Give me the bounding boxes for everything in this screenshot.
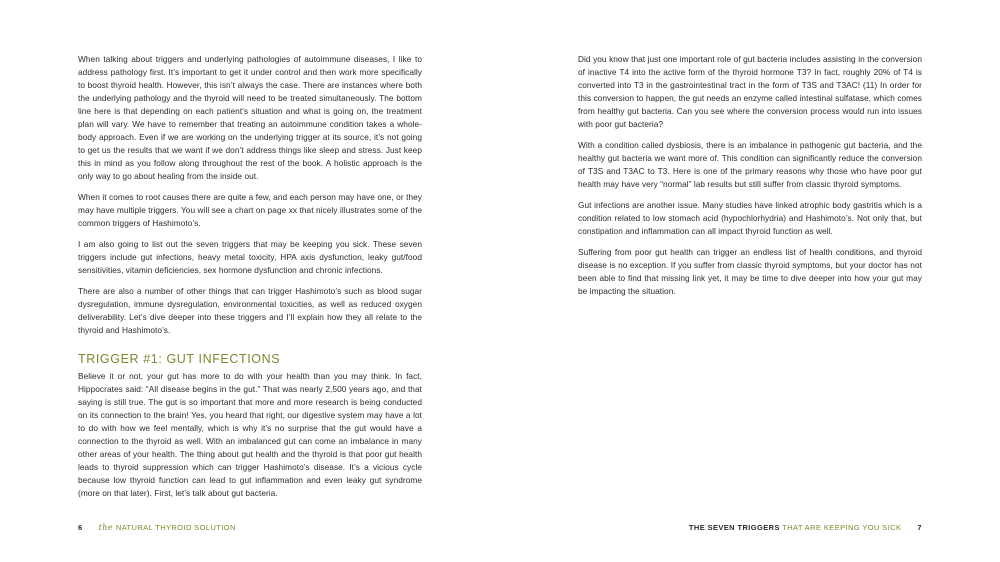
book-title-text: NATURAL THYROID SOLUTION [115, 523, 236, 532]
section-heading: TRIGGER #1: GUT INFECTIONS [78, 352, 281, 366]
left-text-column [78, 53, 422, 508]
chapter-title-rest: THAT ARE KEEPING YOU SICK [782, 523, 902, 532]
right-text-column [578, 53, 922, 306]
right-page [500, 0, 1000, 562]
paragraph: Did you know that just one important role of gut bacteria includes assisting in the conversion of inactive T4 into the active form of the thyroid hormone T3? In fact, roughly 20% of T4 is converted into T3 in the gastrointestinal tract in the form of T3S and T3AC! (11) In order for this conversion to happen, the gut needs an enzyme called intestinal sulfatase, which comes from healthy gut bacteria. Can you see where the conversion process would run into issues with poor gut bacteria? [578, 54, 923, 129]
paragraph: With a condition called dysbiosis, there is an imbalance in pathogenic gut bacteria, and the healthy gut bacteria we want more of. This condition can significantly reduce the conversion of T3S and T3AC to T3. Here is one of the primary reasons why those who have poor gut health may have very “normal” lab results but still suffer from classic thyroid symptoms. [578, 140, 922, 189]
paragraph: Gut infections are another issue. Many studies have linked atrophic body gastritis which is a condition related to low stomach acid (hypochlorhydria) and Hashimoto’s. Not only that, but constipation and inflammation can all impact thyroid function as well. [578, 200, 922, 236]
paragraph: When it comes to root causes there are quite a few, and each person may have one, or they may have multiple triggers. You will see a chart on page xx that nicely illustrates some of the common triggers of Hashimoto’s. [78, 192, 422, 228]
book-title-prefix: the [98, 523, 113, 532]
page-number: 6 [78, 523, 83, 532]
chapter-title-strong: THE SEVEN TRIGGERS [688, 523, 780, 532]
left-page-footer [78, 522, 236, 534]
paragraph: When talking about triggers and underlying pathologies of autoimmune diseases, I like to address pathology first. It’s important to get it under control and then work more specifically to boost thyroid health. However, this isn’t always the case. There are instances where both the underlying pathology and the thyroid will need to be treated simultaneously. The bottom line here is that depending on each patient’s situation and what is going on, the treatment plan will vary. We have to remember that treating an autoimmune condition takes a whole-body approach. Even if we are working on the underlying trigger at its source, it’s not going to get us the results that we want if we don’t address things like sleep and stress. Just keep this in mind as you follow along throughout the rest of the book. A holistic approach is the only way to go about healing from the inside out. [78, 54, 422, 181]
paragraph: Believe it or not, your gut has more to do with your health than you may think. In fact, Hippocrates said: “All disease begins in the gut.” That was nearly 2,500 years ago, and that saying is still true. The gut is so important that more and more research is being conducted on its connection to the brain! Yes, you heard that right, our digestive system may have a lot to do with how we feel mentally, which is why it’s no surprise that the gut would have a connection to the thyroid as well. With an imbalanced gut can come an imbalance in many other areas of your health. The thing about gut health and the thyroid is that poor gut health leads to thyroid suppression which can trigger Hashimoto’s disease. It’s a vicious cycle because low thyroid function can lead to gut inflammation and even leaky gut syndrome (more on that later). First, let’s talk about gut bacteria. [78, 371, 422, 498]
right-page-footer [689, 522, 922, 534]
paragraph: I am also going to list out the seven triggers that may be keeping you sick. These seven triggers include gut infections, heavy metal toxicity, HPA axis dysfunction, leaky gut/food sensitivities, vitamin deficiencies, sex hormone dysfunction and chronic infections. [78, 239, 422, 275]
paragraph: Suffering from poor gut health can trigger an endless list of health conditions, and thyroid disease is no exception. If you suffer from classic thyroid symptoms, but your doctor has not been able to find that missing link yet, it may be time to dive deeper into how your gut may be impacting the situation. [578, 247, 922, 296]
page-number: 7 [917, 523, 922, 532]
paragraph: There are also a number of other things that can trigger Hashimoto’s such as blood sugar dysregulation, immune dysregulation, environmental toxicities, as well as reduced oxygen deliverability. Let’s dive deeper into these triggers and I’ll explain how they all relate to the thyroid and Hashimoto’s. [78, 286, 422, 335]
running-book-title [99, 523, 236, 532]
